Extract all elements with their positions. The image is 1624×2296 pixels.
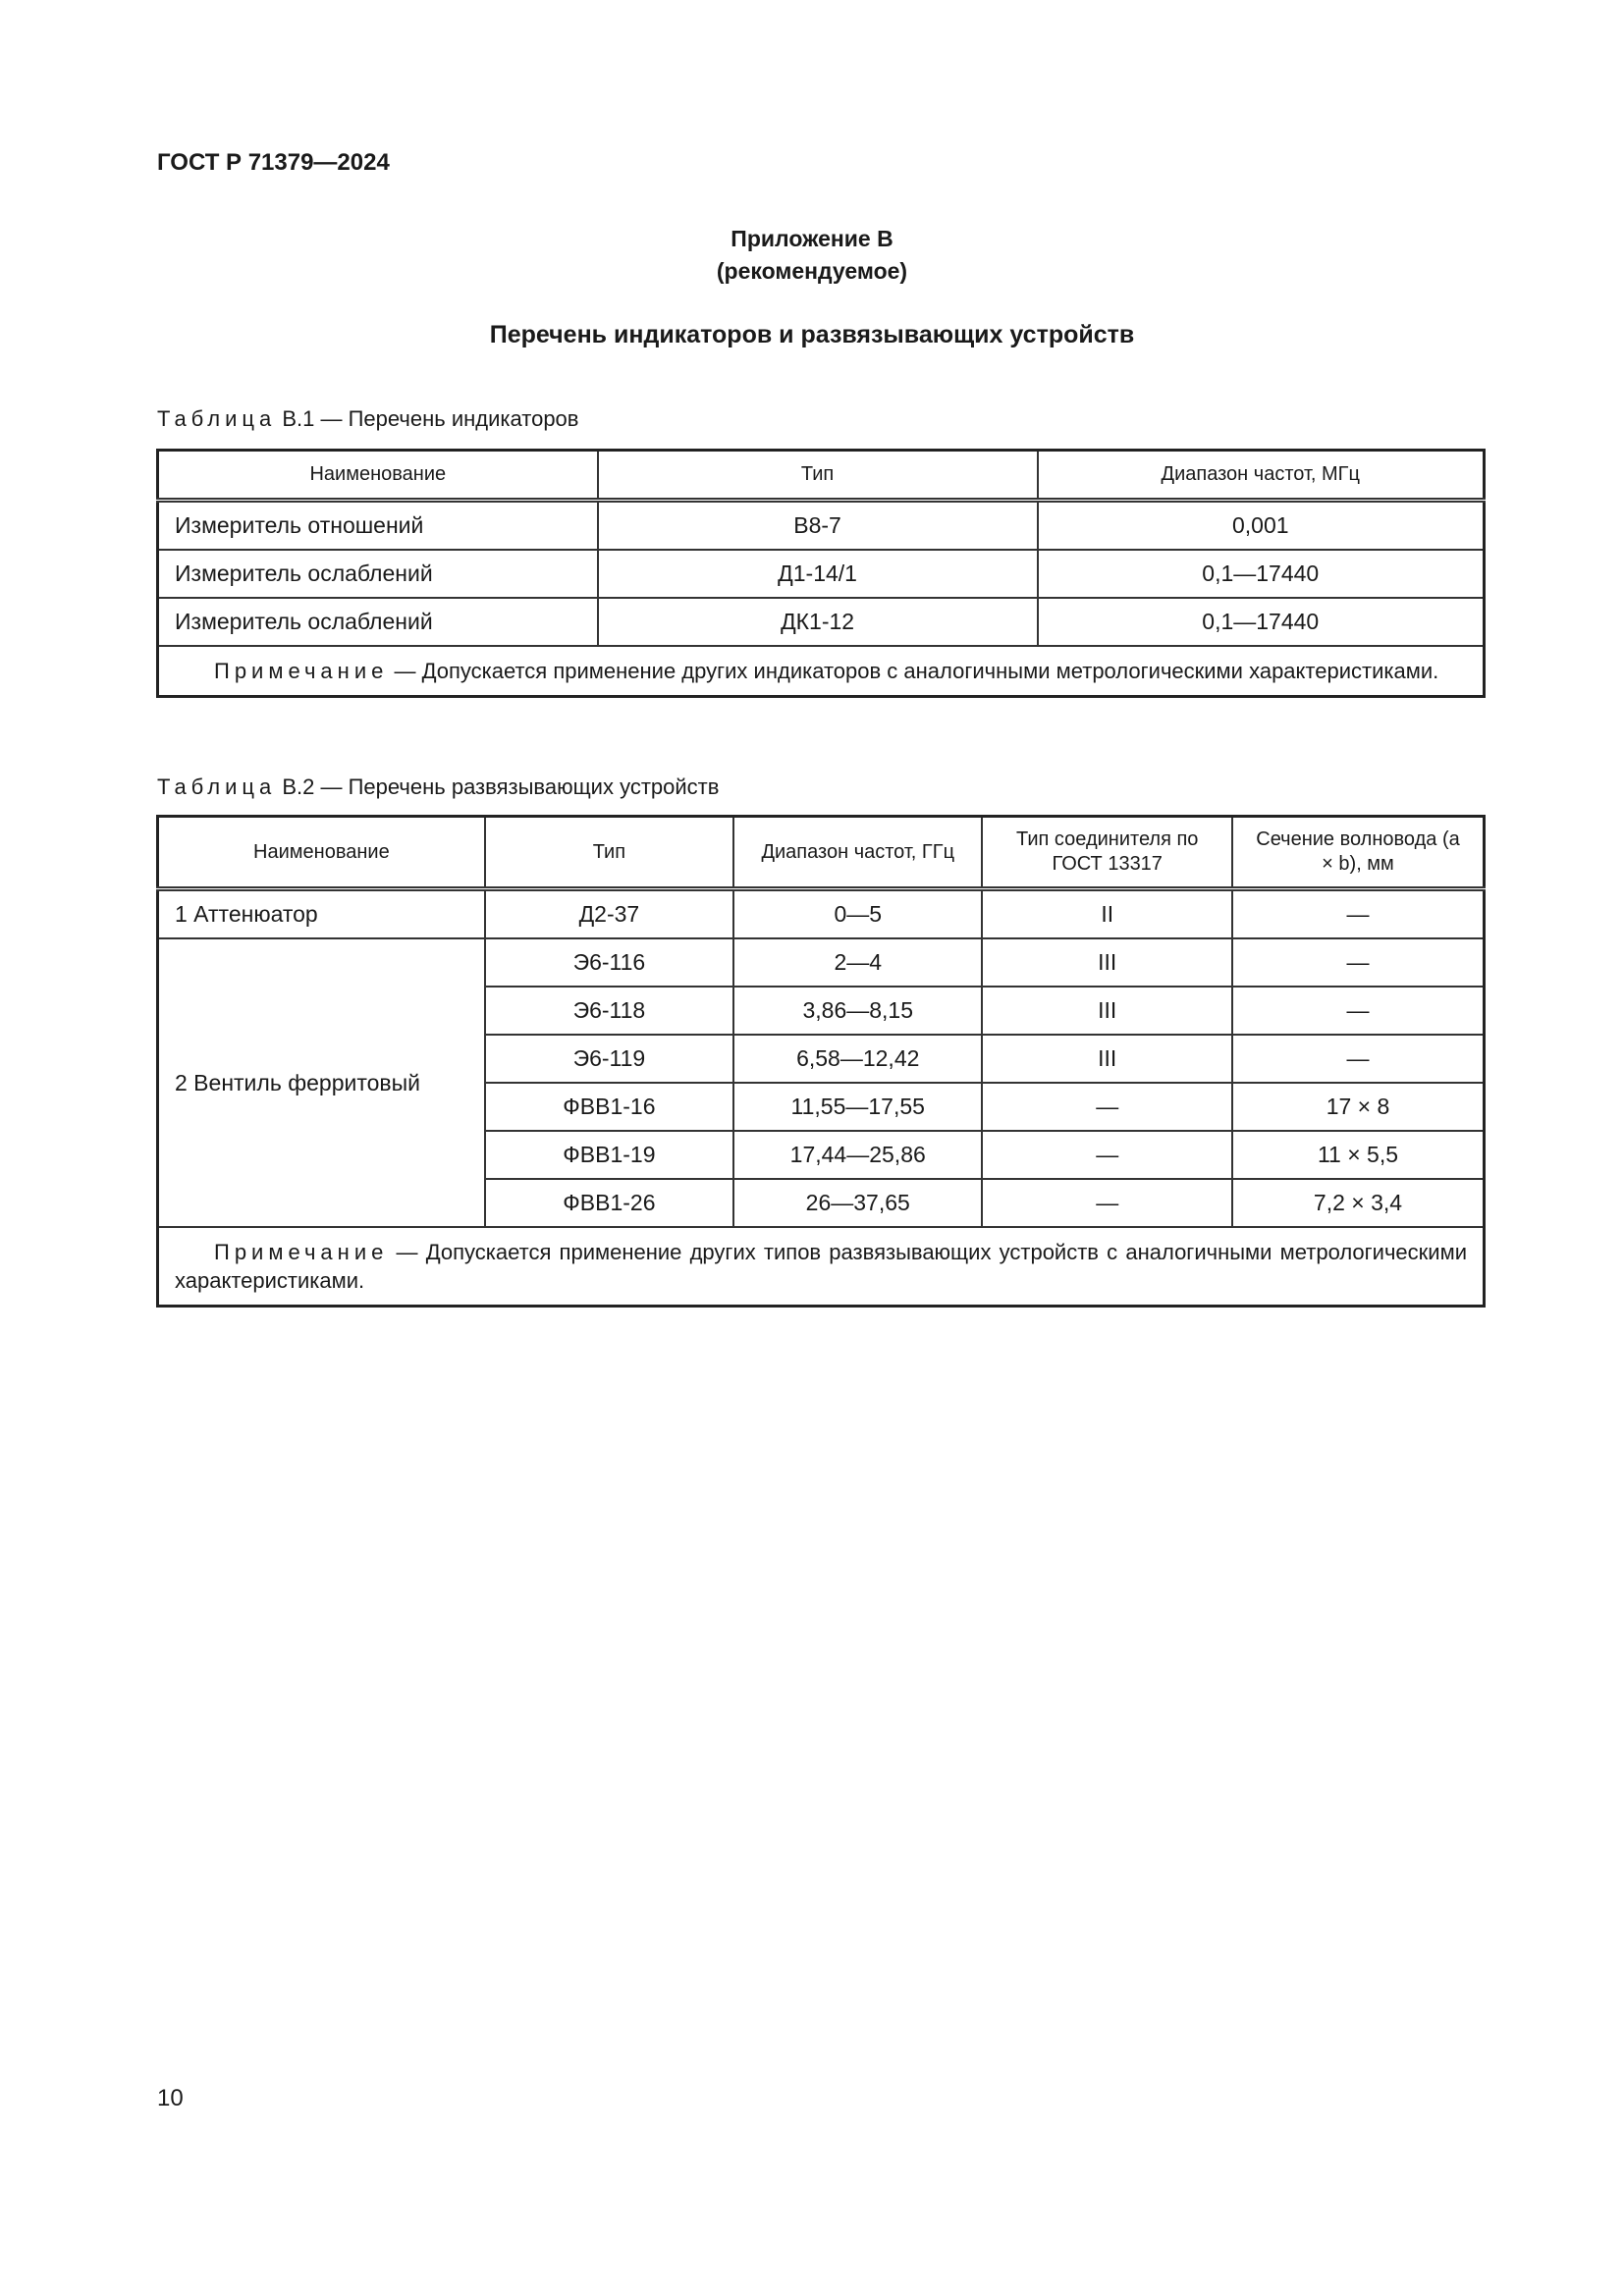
column-header: Наименование <box>158 817 485 889</box>
cell-waveguide: 17 × 8 <box>1232 1083 1485 1131</box>
document-code: ГОСТ Р 71379—2024 <box>157 149 390 176</box>
table-header-row <box>158 451 1485 501</box>
cell-waveguide: 7,2 × 3,4 <box>1232 1179 1485 1227</box>
appendix-heading: Перечень индикаторов и развязывающих устройств <box>489 321 1135 348</box>
cell-range: 0,1—17440 <box>1038 550 1485 598</box>
table-row <box>158 938 1485 987</box>
cell-type: В8-7 <box>598 501 1038 551</box>
cell-range: 2—4 <box>733 938 982 987</box>
cell-range: 0,001 <box>1038 501 1485 551</box>
cell-type: ФВВ1-26 <box>485 1179 733 1227</box>
table-note-row <box>158 1227 1485 1307</box>
table-row <box>158 598 1485 646</box>
cell-type: ФВВ1-16 <box>485 1083 733 1131</box>
indicators-table <box>156 449 1486 698</box>
appendix-status: (рекомендуемое) <box>716 258 908 284</box>
column-header: Диапазон частот, ГГц <box>733 817 982 889</box>
cell-name: 1 Аттенюатор <box>158 889 485 939</box>
table-note-row <box>158 646 1485 697</box>
cell-waveguide: 11 × 5,5 <box>1232 1131 1485 1179</box>
table1-caption: Таблица В.1 — Перечень индикаторов <box>157 406 579 431</box>
cell-type: Э6-116 <box>485 938 733 987</box>
cell-waveguide: — <box>1232 987 1485 1035</box>
cell-connector: — <box>982 1179 1232 1227</box>
cell-connector: III <box>982 1035 1232 1083</box>
page-number: 10 <box>157 2085 184 2111</box>
cell-range: 26—37,65 <box>733 1179 982 1227</box>
isolators-table <box>156 815 1486 1308</box>
cell-waveguide: — <box>1232 1035 1485 1083</box>
table2-caption: Таблица В.2 — Перечень развязывающих устройств <box>157 774 720 799</box>
cell-type: Э6-119 <box>485 1035 733 1083</box>
table-note: Примечание — Допускается применение других типов развязывающих устройств с аналогичными метрологическими характеристиками. <box>158 1227 1485 1307</box>
column-header: Тип соединителя по ГОСТ 13317 <box>982 817 1232 889</box>
table-row <box>158 550 1485 598</box>
cell-waveguide: — <box>1232 938 1485 987</box>
appendix-title: Приложение В <box>731 226 893 251</box>
cell-range: 11,55—17,55 <box>733 1083 982 1131</box>
cell-name: Измеритель ослаблений <box>158 550 598 598</box>
table-row <box>158 501 1485 551</box>
cell-name: 2 Вентиль ферритовый <box>158 938 485 1227</box>
cell-connector: III <box>982 938 1232 987</box>
cell-connector: II <box>982 889 1232 939</box>
column-header: Тип <box>485 817 733 889</box>
cell-type: ДК1-12 <box>598 598 1038 646</box>
cell-type: ФВВ1-19 <box>485 1131 733 1179</box>
cell-range: 0,1—17440 <box>1038 598 1485 646</box>
column-header: Наименование <box>158 451 598 501</box>
cell-type: Д2-37 <box>485 889 733 939</box>
cell-name: Измеритель ослаблений <box>158 598 598 646</box>
column-header: Сечение волновода (a × b), мм <box>1232 817 1485 889</box>
cell-type: Э6-118 <box>485 987 733 1035</box>
cell-connector: — <box>982 1131 1232 1179</box>
cell-connector: III <box>982 987 1232 1035</box>
column-header: Диапазон частот, МГц <box>1038 451 1485 501</box>
cell-range: 0—5 <box>733 889 982 939</box>
cell-range: 3,86—8,15 <box>733 987 982 1035</box>
cell-waveguide: — <box>1232 889 1485 939</box>
table-note: Примечание — Допускается применение других индикаторов с аналогичными метрологическими характеристиками. <box>158 646 1485 697</box>
column-header: Тип <box>598 451 1038 501</box>
cell-connector: — <box>982 1083 1232 1131</box>
cell-type: Д1-14/1 <box>598 550 1038 598</box>
cell-range: 17,44—25,86 <box>733 1131 982 1179</box>
cell-name: Измеритель отношений <box>158 501 598 551</box>
table-row <box>158 889 1485 939</box>
cell-range: 6,58—12,42 <box>733 1035 982 1083</box>
table-header-row <box>158 817 1485 889</box>
